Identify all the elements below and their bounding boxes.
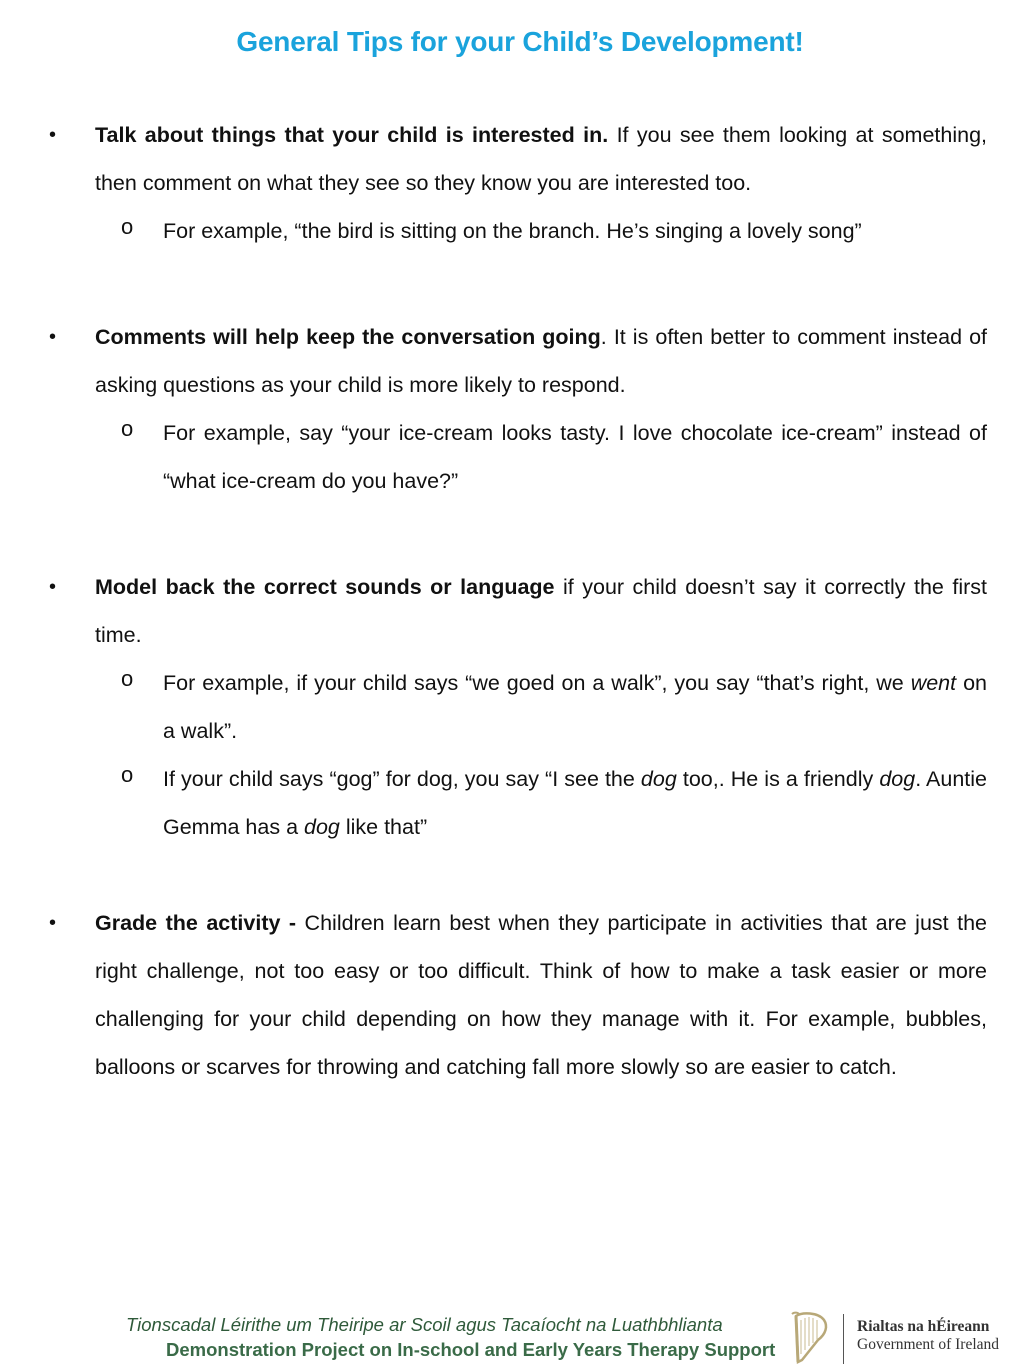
page-title: General Tips for your Child’s Development! — [236, 26, 804, 57]
tip-heading: Talk about things that your child is interested in. — [95, 123, 609, 147]
bullet-marker: • — [49, 124, 57, 146]
gov-english-name: Government of Ireland — [857, 1336, 1000, 1353]
sub-bullet-marker: o — [121, 762, 134, 787]
example-text: For example, “the bird is sitting on the branch. He’s singing a lovely song” — [163, 219, 862, 243]
tip-4 — [49, 899, 987, 1091]
tip-3-example-1 — [121, 659, 987, 755]
harp-icon — [788, 1310, 832, 1365]
example-text: For example, if your child says “we goed on a walk”, you say “that’s right, we — [163, 671, 911, 695]
tip-1-example-1 — [121, 207, 987, 255]
example-text: . Auntie Gemma has a — [163, 767, 988, 839]
tip-3-example-2 — [121, 755, 988, 851]
tip-text: if your child doesn’t say it correctly the first time. — [95, 575, 987, 647]
tip-heading: Grade the activity - — [95, 911, 297, 935]
emphasis-word: dog — [879, 767, 916, 791]
tip-text: If you see them looking at something, then comment on what they see so they know you are interested too. — [95, 123, 988, 195]
sub-bullet-marker: o — [121, 416, 134, 441]
emphasis-word: dog — [640, 767, 677, 791]
bullet-marker: • — [49, 912, 57, 934]
tip-text: Children learn best when they participate in activities that are just the right challenge, not too easy or too difficult. Think of how to make a task easier or more challenging for your child depending on how they manage with it. For example, bubbles, balloons or scarves for throwing and catching fall more slowly so are easier to catch. — [95, 911, 987, 1079]
sub-bullet-marker: o — [121, 214, 134, 239]
tip-text: . It is often better to comment instead of asking questions as your child is more likely to respond. — [95, 325, 987, 397]
bullet-marker: • — [49, 326, 57, 348]
example-text: too,. He is a friendly — [676, 767, 880, 791]
sub-bullet-marker: o — [121, 666, 134, 691]
tip-1 — [49, 111, 988, 207]
emphasis-word: went — [910, 671, 957, 695]
example-text: If your child says “gog” for dog, you say “I see the — [163, 767, 641, 791]
emphasis-word: dog — [304, 815, 340, 839]
tips-list — [0, 111, 1024, 1091]
tip-heading: Model back the correct sounds or language — [95, 575, 555, 599]
footer-irish-title: Tionscadal Léirithe um Theiripe ar Scoil agus Tacaíocht na Luathbhlianta — [126, 1314, 723, 1335]
bullet-marker: • — [49, 576, 57, 598]
example-text: For example, say “your ice-cream looks tasty. I love chocolate ice-cream” instead of “what ice-cream do you have?” — [163, 421, 987, 493]
tip-3 — [49, 563, 987, 659]
tip-2 — [49, 313, 987, 409]
footer — [0, 1310, 1024, 1365]
logo-divider — [843, 1314, 844, 1364]
tip-2-example-1 — [121, 409, 987, 505]
gov-irish-name: Rialtas na hÉireann — [857, 1318, 990, 1335]
tip-heading: Comments will help keep the conversation going — [95, 325, 601, 349]
example-text: like that” — [339, 815, 428, 839]
footer-english-title: Demonstration Project on In-school and Early Years Therapy Support — [166, 1339, 776, 1360]
example-text: on a walk”. — [163, 671, 987, 743]
